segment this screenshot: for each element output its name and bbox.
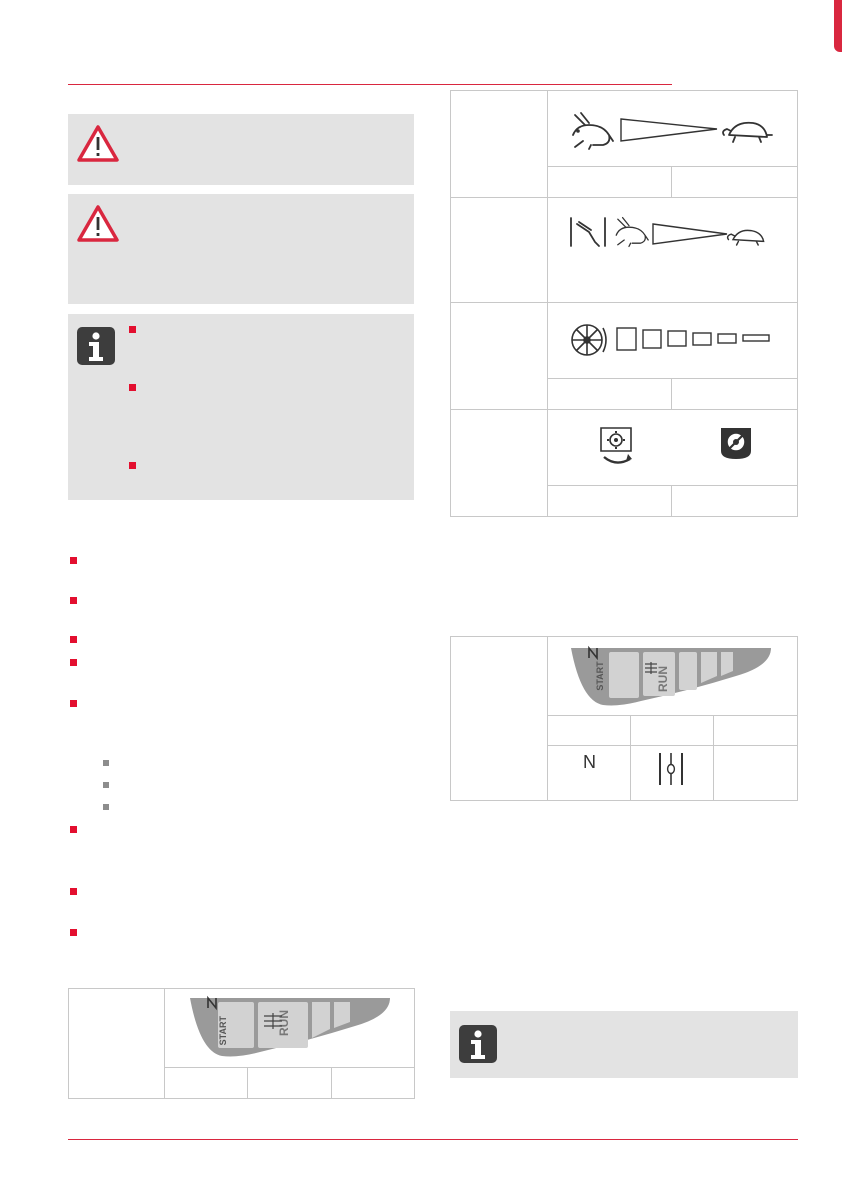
blade-disc-icon [572,325,606,355]
warning-box-1 [68,114,414,185]
info-bullet-1 [129,326,136,333]
sub-bullet-3 [103,804,109,810]
run-label-right: RUN [656,666,670,692]
table-divider [547,485,798,486]
list-bullet-5 [70,700,77,707]
header-rule [68,84,672,85]
list-bullet-7 [70,888,77,895]
info-bullet-2 [129,384,136,391]
table-divider [450,409,798,410]
turtle-icon [723,123,772,142]
page-tab-marker [834,0,842,52]
table-divider [247,1067,248,1099]
table-divider [547,745,798,746]
blade-wheel-steps-icon [569,322,774,358]
blade-speed-icon [569,214,774,252]
table-divider [671,378,672,409]
warning-box-2 [68,194,414,304]
sub-bullet-2 [103,782,109,788]
table-divider [547,636,548,801]
table-divider [547,166,798,167]
control-panel-graphic-right [571,646,771,708]
start-label-left: START [218,1016,228,1046]
table-divider [547,715,798,716]
slider-symbol-icon [656,751,686,787]
table-divider [671,485,672,517]
gear-lock-icon [718,425,756,463]
table-divider [164,1067,415,1068]
control-panel-graphic-left [190,996,390,1060]
turtle-icon [728,230,764,245]
table-divider [713,715,714,801]
list-bullet-6 [70,826,77,833]
scissor-blade-icon [571,218,605,246]
sub-bullet-1 [103,760,109,766]
table-divider [547,90,548,517]
table-divider [164,988,165,1099]
footer-rule [68,1139,798,1140]
run-label-left: RUN [277,1010,291,1036]
table-divider [450,302,798,303]
warning-triangle-icon [76,124,120,164]
info-box-right [450,1011,798,1078]
list-bullet-1 [70,557,77,564]
table-divider [331,1067,332,1099]
list-bullet-4 [70,659,77,666]
list-bullet-2 [70,597,77,604]
rabbit-icon [616,218,648,247]
info-bullet-3 [129,462,136,469]
start-label-right: START [595,661,605,691]
info-box [68,314,414,500]
table-divider [630,715,631,801]
gear-rotation-icon [598,425,638,469]
n-symbol: N [583,752,596,772]
table-divider [450,197,798,198]
table-divider [547,378,798,379]
table-divider [671,166,672,197]
list-bullet-3 [70,636,77,643]
info-icon [76,326,116,366]
info-icon [458,1024,498,1064]
list-bullet-8 [70,929,77,936]
warning-triangle-icon [76,204,120,244]
rabbit-turtle-speed-icon [569,111,774,151]
rabbit-icon [573,113,613,149]
